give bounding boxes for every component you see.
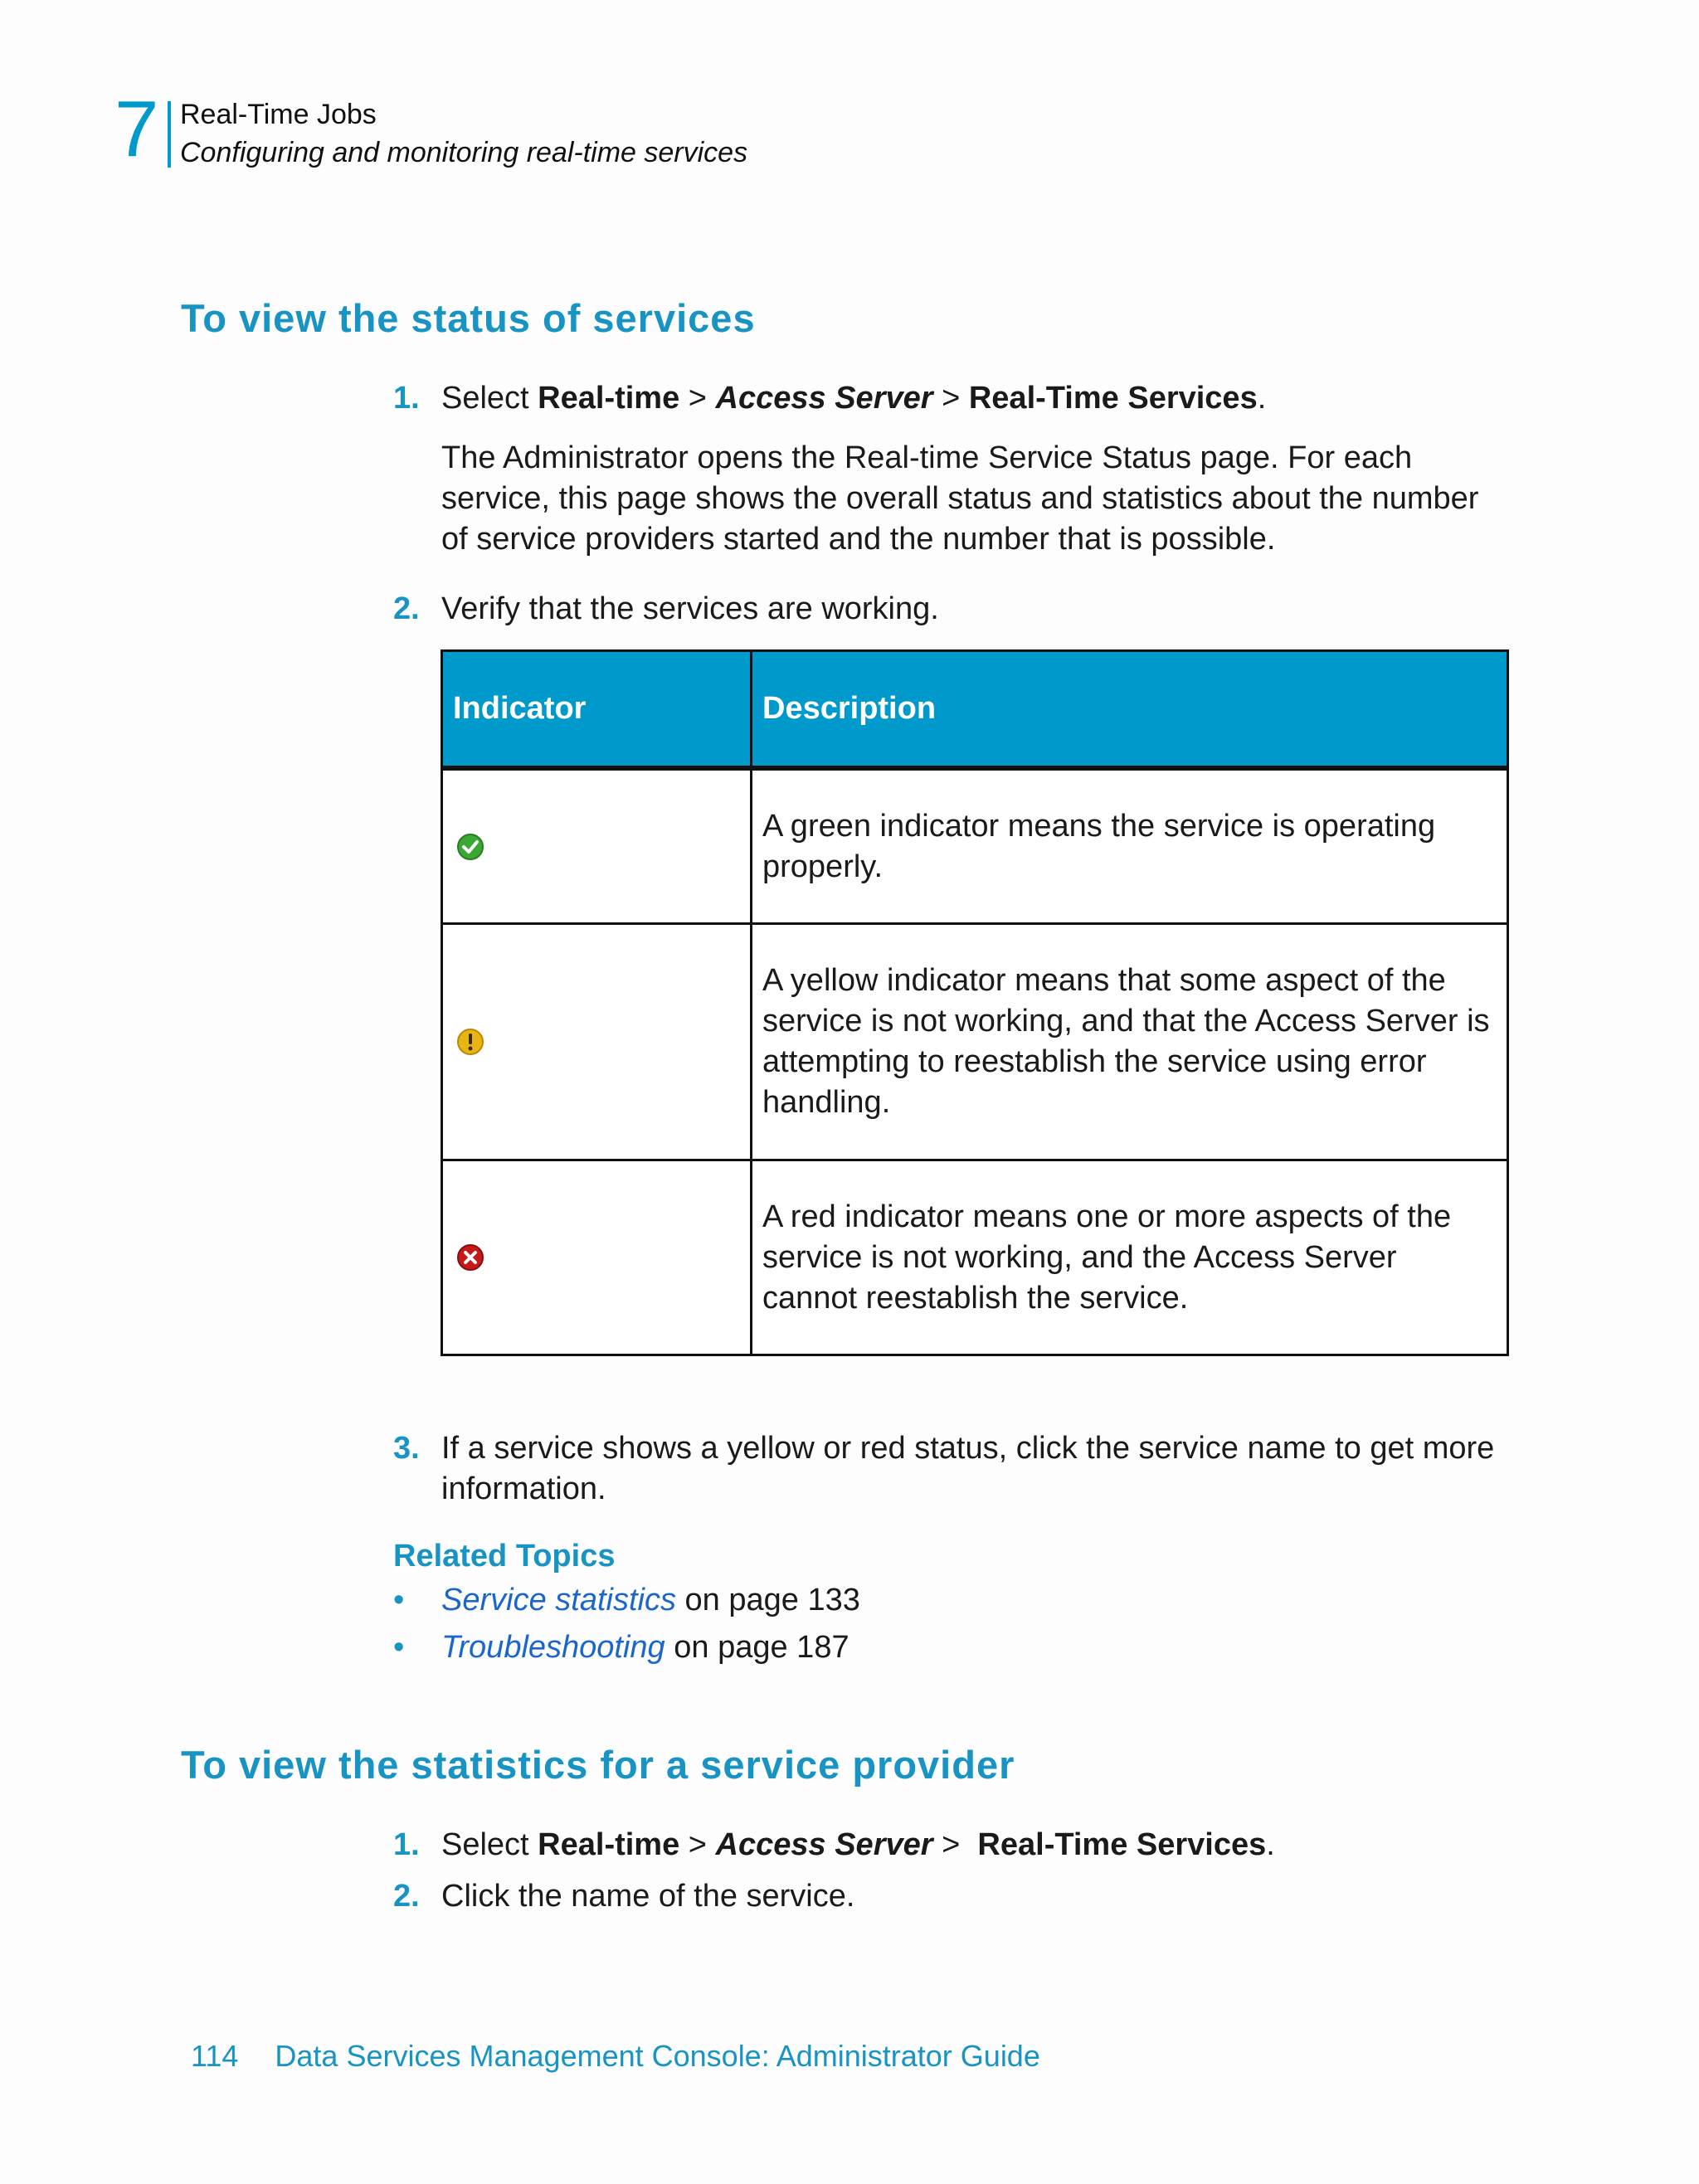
table-header-row	[443, 652, 1507, 771]
menu-separator: >	[932, 381, 969, 416]
book-title: Data Services Management Console: Administrator Guide	[275, 2039, 1040, 2073]
step-number: 3.	[393, 1431, 420, 1466]
step-text: Click the name of the service.	[441, 1879, 855, 1914]
yellow-warning-icon	[456, 1028, 484, 1056]
table-cell-indicator	[443, 771, 752, 922]
step-prefix: Select	[441, 381, 538, 416]
menu-real-time: Real-time	[538, 381, 680, 416]
green-check-icon	[456, 833, 484, 861]
step-text	[441, 378, 1512, 419]
step-number: 1.	[393, 381, 420, 416]
step-suffix: .	[1257, 381, 1267, 416]
step-suffix: .	[1266, 1827, 1275, 1862]
menu-real-time: Real-time	[538, 1827, 680, 1862]
link-troubleshooting[interactable]: Troubleshooting	[441, 1630, 665, 1665]
table-cell-description: A green indicator means the service is operating properly.	[762, 808, 1436, 884]
table-cell-indicator	[443, 925, 752, 1159]
page-footer	[191, 2039, 1040, 2074]
menu-access-server: Access Server	[715, 381, 933, 416]
bullet: •	[393, 1583, 405, 1617]
menu-separator: >	[679, 381, 716, 416]
chapter-number: 7	[114, 85, 159, 173]
table-cell-description: A yellow indicator means that some aspect of the service is not working, and that the Access Server is attempting to reestablish the service using error handling.	[762, 963, 1490, 1120]
table-header-description: Description	[762, 691, 937, 726]
related-topics-heading: Related Topics	[393, 1539, 616, 1574]
page-reference: on page 133	[675, 1583, 860, 1617]
step-number: 2.	[393, 1879, 420, 1914]
step-1-paragraph: The Administrator opens the Real-time Service Status page. For each service, this page shows the overall status and statistics about the number of service providers started and the number that is possible.	[441, 440, 1479, 557]
menu-real-time-services: Real-Time Services	[977, 1827, 1267, 1862]
section-subtitle: Configuring and monitoring real-time services	[180, 137, 748, 168]
page-reference: on page 187	[665, 1630, 850, 1665]
step-text: If a service shows a yellow or red status, click the service name to get more information.	[441, 1431, 1495, 1506]
table-header-indicator: Indicator	[443, 652, 752, 766]
table-cell-indicator	[443, 1161, 752, 1354]
step-number: 2.	[393, 591, 420, 626]
section-heading-status: To view the status of services	[181, 296, 756, 340]
table-row	[443, 922, 1507, 1159]
chapter-title: Real-Time Jobs	[180, 99, 377, 130]
step-prefix: Select	[441, 1827, 538, 1862]
table-row	[443, 1159, 1507, 1354]
header-divider	[168, 101, 171, 168]
related-topic-text	[441, 1627, 850, 1668]
menu-separator: >	[932, 1827, 978, 1862]
table-row	[443, 771, 1507, 922]
step-text: Verify that the services are working.	[441, 591, 939, 626]
red-error-icon	[456, 1243, 484, 1272]
menu-real-time-services: Real-Time Services	[968, 381, 1258, 416]
step-text	[441, 1825, 1512, 1865]
section-heading-statistics: To view the statistics for a service provider	[181, 1743, 1015, 1787]
menu-separator: >	[679, 1827, 716, 1862]
menu-access-server: Access Server	[715, 1827, 933, 1862]
step-number: 1.	[393, 1827, 420, 1862]
bullet: •	[393, 1630, 405, 1665]
page-number: 114	[191, 2039, 239, 2073]
related-topic-text	[441, 1580, 860, 1621]
table-cell-description: A red indicator means one or more aspects of the service is not working, and the Access Server cannot reestablish the service.	[762, 1199, 1452, 1316]
status-indicator-table	[441, 649, 1509, 1356]
link-service-statistics[interactable]: Service statistics	[441, 1583, 676, 1617]
